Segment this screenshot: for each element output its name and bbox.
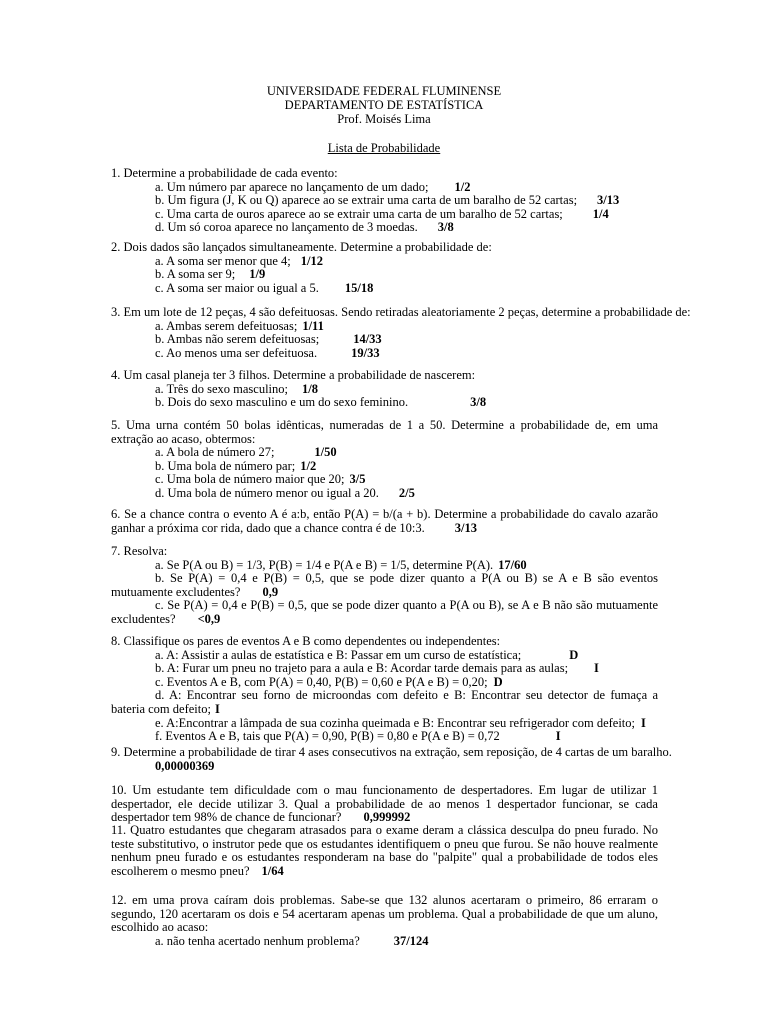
- question-4a-answer: 1/8: [301, 381, 318, 396]
- question-5d-text: d. Uma bola de número menor ou igual a 20.: [155, 485, 379, 500]
- question-3b: [111, 333, 658, 347]
- question-8c-answer: D: [493, 674, 503, 689]
- question-5b-text: b. Uma bola de número par;: [155, 458, 296, 473]
- question-4b: [111, 396, 658, 410]
- question-7b-text: b. Se P(A) = 0,4 e P(B) = 0,5, que se pode dizer quanto a P(A ou B) se A e B são eventos mutuamente excludentes?: [111, 571, 658, 599]
- question-8b: [111, 662, 658, 676]
- question-3a-text: a. Ambas serem defeituosas;: [155, 318, 298, 333]
- question-2c: [111, 282, 658, 296]
- question-1a-answer: 1/2: [454, 179, 471, 194]
- question-3a-answer: 1/11: [302, 318, 324, 333]
- question-8d: [111, 689, 658, 716]
- question-6-text: 6. Se a chance contra o evento A é a:b, então P(A) = b/(a + b). Determine a probabilidade do cavalo azarão ganhar a próxima cor rida, dado que a chance contra é de 10:3.: [111, 507, 658, 535]
- department-name: DEPARTAMENTO DE ESTATÍSTICA: [284, 98, 484, 112]
- question-8b-answer: I: [594, 661, 599, 676]
- question-7b-answer: 0,9: [262, 584, 279, 599]
- question-8d-answer: I: [214, 701, 220, 716]
- question-8: [111, 635, 658, 744]
- question-9-answer: 0,00000369: [155, 758, 215, 773]
- question-1c: [111, 208, 658, 222]
- question-5-text: 5. Uma urna contém 50 bolas idênticas, numeradas de 1 a 50. Determine a probabilidade de, em uma extração ao acaso, obtermos:: [111, 418, 658, 446]
- document-header: [0, 84, 768, 126]
- question-8b-text: b. A: Furar um pneu no trajeto para a aula e B: Acordar tarde demais para as aulas;: [155, 661, 569, 676]
- question-5b: [111, 460, 658, 474]
- question-3b-answer: 14/33: [353, 332, 382, 347]
- question-11-body: [111, 824, 658, 878]
- question-5a-text: a. A bola de número 27;: [155, 445, 275, 460]
- question-3-text: 3. Em um lote de 12 peças, 4 são defeituosas. Sendo retiradas aleatoriamente 2 peças, determine a probabilidade de:: [111, 305, 691, 319]
- question-12a-text: a. não tenha acertado nenhum problema?: [155, 933, 360, 948]
- question-4b-answer: 3/8: [470, 395, 487, 410]
- question-9-text: 9. Determine a probabilidade de tirar 4 ases consecutivos na extração, sem reposição, de 4 cartas de um baralho.: [111, 745, 672, 759]
- question-2b-answer: 1/9: [249, 267, 266, 282]
- question-1b-text: b. Um figura (J, K ou Q) aparece ao se extrair uma carta de um baralho de 52 cartas;: [155, 193, 578, 208]
- question-8a: [111, 649, 658, 663]
- question-2b-text: b. A soma ser 9;: [155, 267, 236, 282]
- question-9: [111, 745, 672, 773]
- question-1d-text: d. Um só coroa aparece no lançamento de 3 moedas.: [155, 220, 418, 235]
- question-5a: [111, 446, 658, 460]
- question-4a-text: a. Três do sexo masculino;: [155, 381, 288, 396]
- question-6-body: [111, 508, 658, 535]
- university-name: UNIVERSIDADE FEDERAL FLUMINENSE: [266, 84, 502, 98]
- question-12: [111, 894, 658, 948]
- question-5c: [111, 473, 658, 487]
- question-1-text: 1. Determine a probabilidade de cada evento:: [111, 166, 338, 180]
- question-4b-text: b. Dois do sexo masculino e um do sexo feminino.: [155, 395, 409, 410]
- question-5d: [111, 487, 658, 501]
- question-2: [111, 241, 658, 295]
- question-2a-answer: 1/12: [300, 253, 323, 268]
- question-8f-text: f. Eventos A e B, tais que P(A) = 0,90, P(B) = 0,80 e P(A e B) = 0,72: [155, 729, 500, 744]
- question-5c-text: c. Uma bola de número maior que 20;: [155, 472, 345, 487]
- question-7a-answer: 17/60: [498, 557, 527, 572]
- question-8c: [111, 676, 658, 690]
- question-2a: [111, 255, 658, 269]
- question-1c-text: c. Uma carta de ouros aparece ao se extrair uma carta de um baralho de 52 cartas;: [155, 206, 563, 221]
- question-8f: [111, 730, 658, 744]
- question-5: [111, 419, 658, 501]
- question-3c-text: c. Ao menos uma ser defeituosa.: [155, 345, 318, 360]
- question-10-text: 10. Um estudante tem dificuldade com o mau funcionamento de despertadores. Em lugar de utilizar 1 despertador, ele decide utilizar 3. Qual a probabilidade de ao menos 1 despertador funcionar, se cada despertador tem 98% de chance de funcionar?: [111, 783, 658, 825]
- question-7a-text: a. Se P(A ou B) = 1/3, P(B) = 1/4 e P(A e B) = 1/5, determine P(A).: [155, 557, 494, 572]
- question-1: [111, 167, 658, 235]
- question-8f-answer: I: [555, 729, 561, 744]
- question-3a: [111, 320, 658, 334]
- question-8a-answer: D: [569, 647, 579, 662]
- question-6-answer: 3/13: [454, 520, 477, 535]
- question-1b: [111, 194, 658, 208]
- question-4-text: 4. Um casal planeja ter 3 filhos. Determine a probabilidade de nascerem:: [111, 368, 476, 382]
- question-1a-text: a. Um número par aparece no lançamento de um dado;: [155, 179, 429, 194]
- question-7: [111, 545, 658, 627]
- question-8e: [111, 717, 658, 731]
- question-1d-answer: 3/8: [437, 220, 454, 235]
- question-2c-text: c. A soma ser maior ou igual a 5.: [155, 280, 319, 295]
- question-2c-answer: 15/18: [344, 280, 374, 295]
- question-3b-text: b. Ambas não serem defeituosas;: [155, 332, 320, 347]
- question-4: [111, 369, 658, 410]
- page-title: [0, 141, 768, 156]
- question-12-text: 12. em uma prova caíram dois problemas. Sabe-se que 132 alunos acertaram o primeiro, 86 erraram o segundo, 120 acertaram os dois e 54 acertaram apenas um problema. Qual a probabilidade de que um aluno, escolhido ao acaso:: [111, 893, 658, 935]
- page-title-text: Lista de Probabilidade: [327, 141, 441, 155]
- question-1a: [111, 181, 658, 195]
- question-12a-answer: 37/124: [393, 933, 429, 948]
- question-7c-text: c. Se P(A) = 0,4 e P(B) = 0,5, que se pode dizer quanto a P(A ou B), se A e B não são mutuamente excludentes?: [111, 598, 658, 626]
- question-5b-answer: 1/2: [300, 458, 317, 473]
- question-5a-answer: 1/50: [314, 445, 337, 460]
- question-2a-text: a. A soma ser menor que 4;: [155, 253, 291, 268]
- question-6: [111, 508, 658, 535]
- question-11-answer: 1/64: [261, 863, 284, 878]
- question-7-text: 7. Resolva:: [111, 544, 168, 558]
- question-3c: [111, 347, 658, 361]
- question-1b-answer: 3/13: [597, 193, 620, 208]
- question-12a: [111, 935, 658, 949]
- question-10: [111, 784, 658, 825]
- question-8d-text: d. A: Encontrar seu forno de microondas com defeito e B: Encontrar seu detector de fumaça a bateria com defeito;: [111, 688, 658, 716]
- question-8-text: 8. Classifique os pares de eventos A e B como dependentes ou independentes:: [111, 634, 501, 648]
- question-5c-answer: 3/5: [349, 472, 366, 487]
- question-11-text: 11. Quatro estudantes que chegaram atrasados para o exame deram a clássica desculpa do pneu furado. No teste substitutivo, o instrutor pede que os estudantes identifiquem o pneu que furou. Se não houve realmente nenhum pneu furado e os estudantes responderam na base do "palpite" qual a probabilidade de todos eles escolherem o mesmo pneu?: [111, 823, 658, 878]
- question-2b: [111, 268, 658, 282]
- question-2-text: 2. Dois dados são lançados simultaneamente. Determine a probabilidade de:: [111, 240, 492, 254]
- professor-name: Prof. Moisés Lima: [337, 112, 431, 126]
- question-1d: [111, 221, 658, 235]
- question-8c-text: c. Eventos A e B, com P(A) = 0,40, P(B) = 0,60 e P(A e B) = 0,20;: [155, 674, 488, 689]
- question-11: [111, 824, 658, 878]
- question-1c-answer: 1/4: [592, 206, 609, 221]
- question-7c-answer: <0,9: [197, 611, 221, 626]
- question-7b: [111, 572, 658, 599]
- question-8e-answer: I: [641, 715, 646, 730]
- question-7a: [111, 559, 658, 573]
- question-8e-text: e. A:Encontrar a lâmpada de sua cozinha queimada e B: Encontrar seu refrigerador com defeito;: [155, 715, 635, 730]
- question-7c: [111, 599, 658, 626]
- question-10-answer: 0,999992: [363, 810, 411, 825]
- question-5d-answer: 2/5: [398, 485, 415, 500]
- question-8a-text: a. A: Assistir a aulas de estatística e B: Passar em um curso de estatística;: [155, 647, 522, 662]
- question-3c-answer: 19/33: [351, 345, 380, 360]
- question-3: [111, 305, 691, 360]
- question-4a: [111, 383, 658, 397]
- question-10-body: [111, 784, 658, 825]
